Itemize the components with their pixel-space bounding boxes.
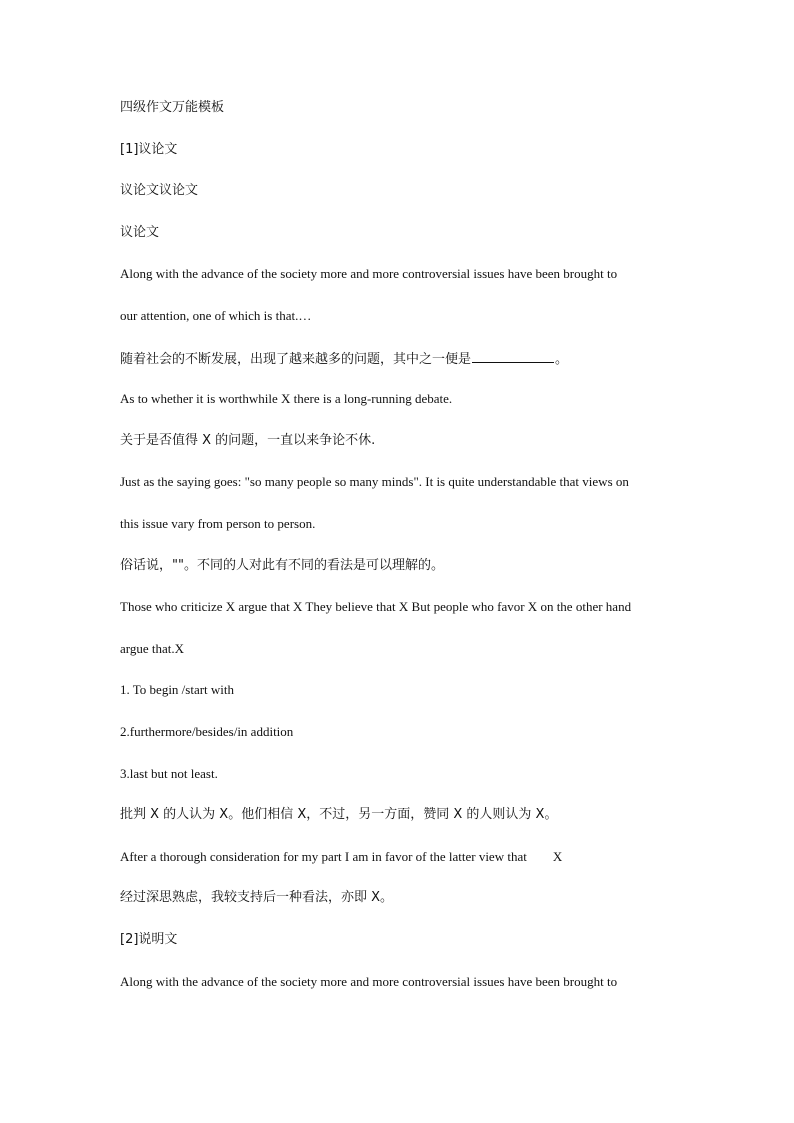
paragraph-line-cn	[120, 350, 568, 368]
fill-in-blank	[472, 350, 554, 363]
paragraph-line-cn: 经过深思熟虑，我较支持后一种看法，亦即 X。	[120, 890, 394, 905]
paragraph-text: 。	[555, 352, 569, 367]
section-subheading: 议论文	[120, 225, 160, 240]
paragraph-line: Along with the advance of the society more and more controversial issues have been brought to	[120, 974, 618, 989]
placeholder-x: X	[552, 849, 563, 864]
list-item: 1. To begin /start with	[120, 682, 235, 697]
paragraph-line-cn: 关于是否值得 X 的问题，一直以来争论不休.	[120, 433, 376, 448]
section-heading-expository: [2]说明文	[120, 932, 178, 947]
paragraph-text: After a thorough consideration for my part I am in favor of the latter view that	[120, 849, 527, 864]
paragraph-line: Those who criticize X argue that X They believe that X But people who favor X on the other hand	[120, 599, 632, 614]
list-item: 2.furthermore/besides/in addition	[120, 724, 294, 739]
document-title: 四级作文万能模板	[120, 100, 225, 115]
paragraph-line: Along with the advance of the society more and more controversial issues have been brought to	[120, 266, 618, 281]
paragraph-line: this issue vary from person to person.	[120, 516, 316, 531]
paragraph-line: As to whether it is worthwhile X there is a long-running debate.	[120, 391, 453, 406]
paragraph-line: our attention, one of which is that.…	[120, 308, 312, 323]
paragraph-line: Just as the saying goes: "so many people so many minds". It is quite understandable that views on	[120, 474, 629, 489]
list-item: 3.last but not least.	[120, 766, 218, 781]
section-heading-argumentative: [1]议论文	[120, 142, 178, 157]
paragraph-line-cn: 批判 X 的人认为 X。他们相信 X，不过，另一方面，赞同 X 的人则认为 X。	[120, 807, 558, 822]
section-subheading: 议论文议论文	[120, 183, 199, 198]
paragraph-line-cn: 俗话说，""。不同的人对此有不同的看法是可以理解的。	[120, 558, 444, 573]
paragraph-text: 随着社会的不断发展，出现了越来越多的问题，其中之一便是	[120, 352, 472, 367]
paragraph-line: argue that.X	[120, 641, 185, 656]
paragraph-line	[120, 849, 562, 865]
